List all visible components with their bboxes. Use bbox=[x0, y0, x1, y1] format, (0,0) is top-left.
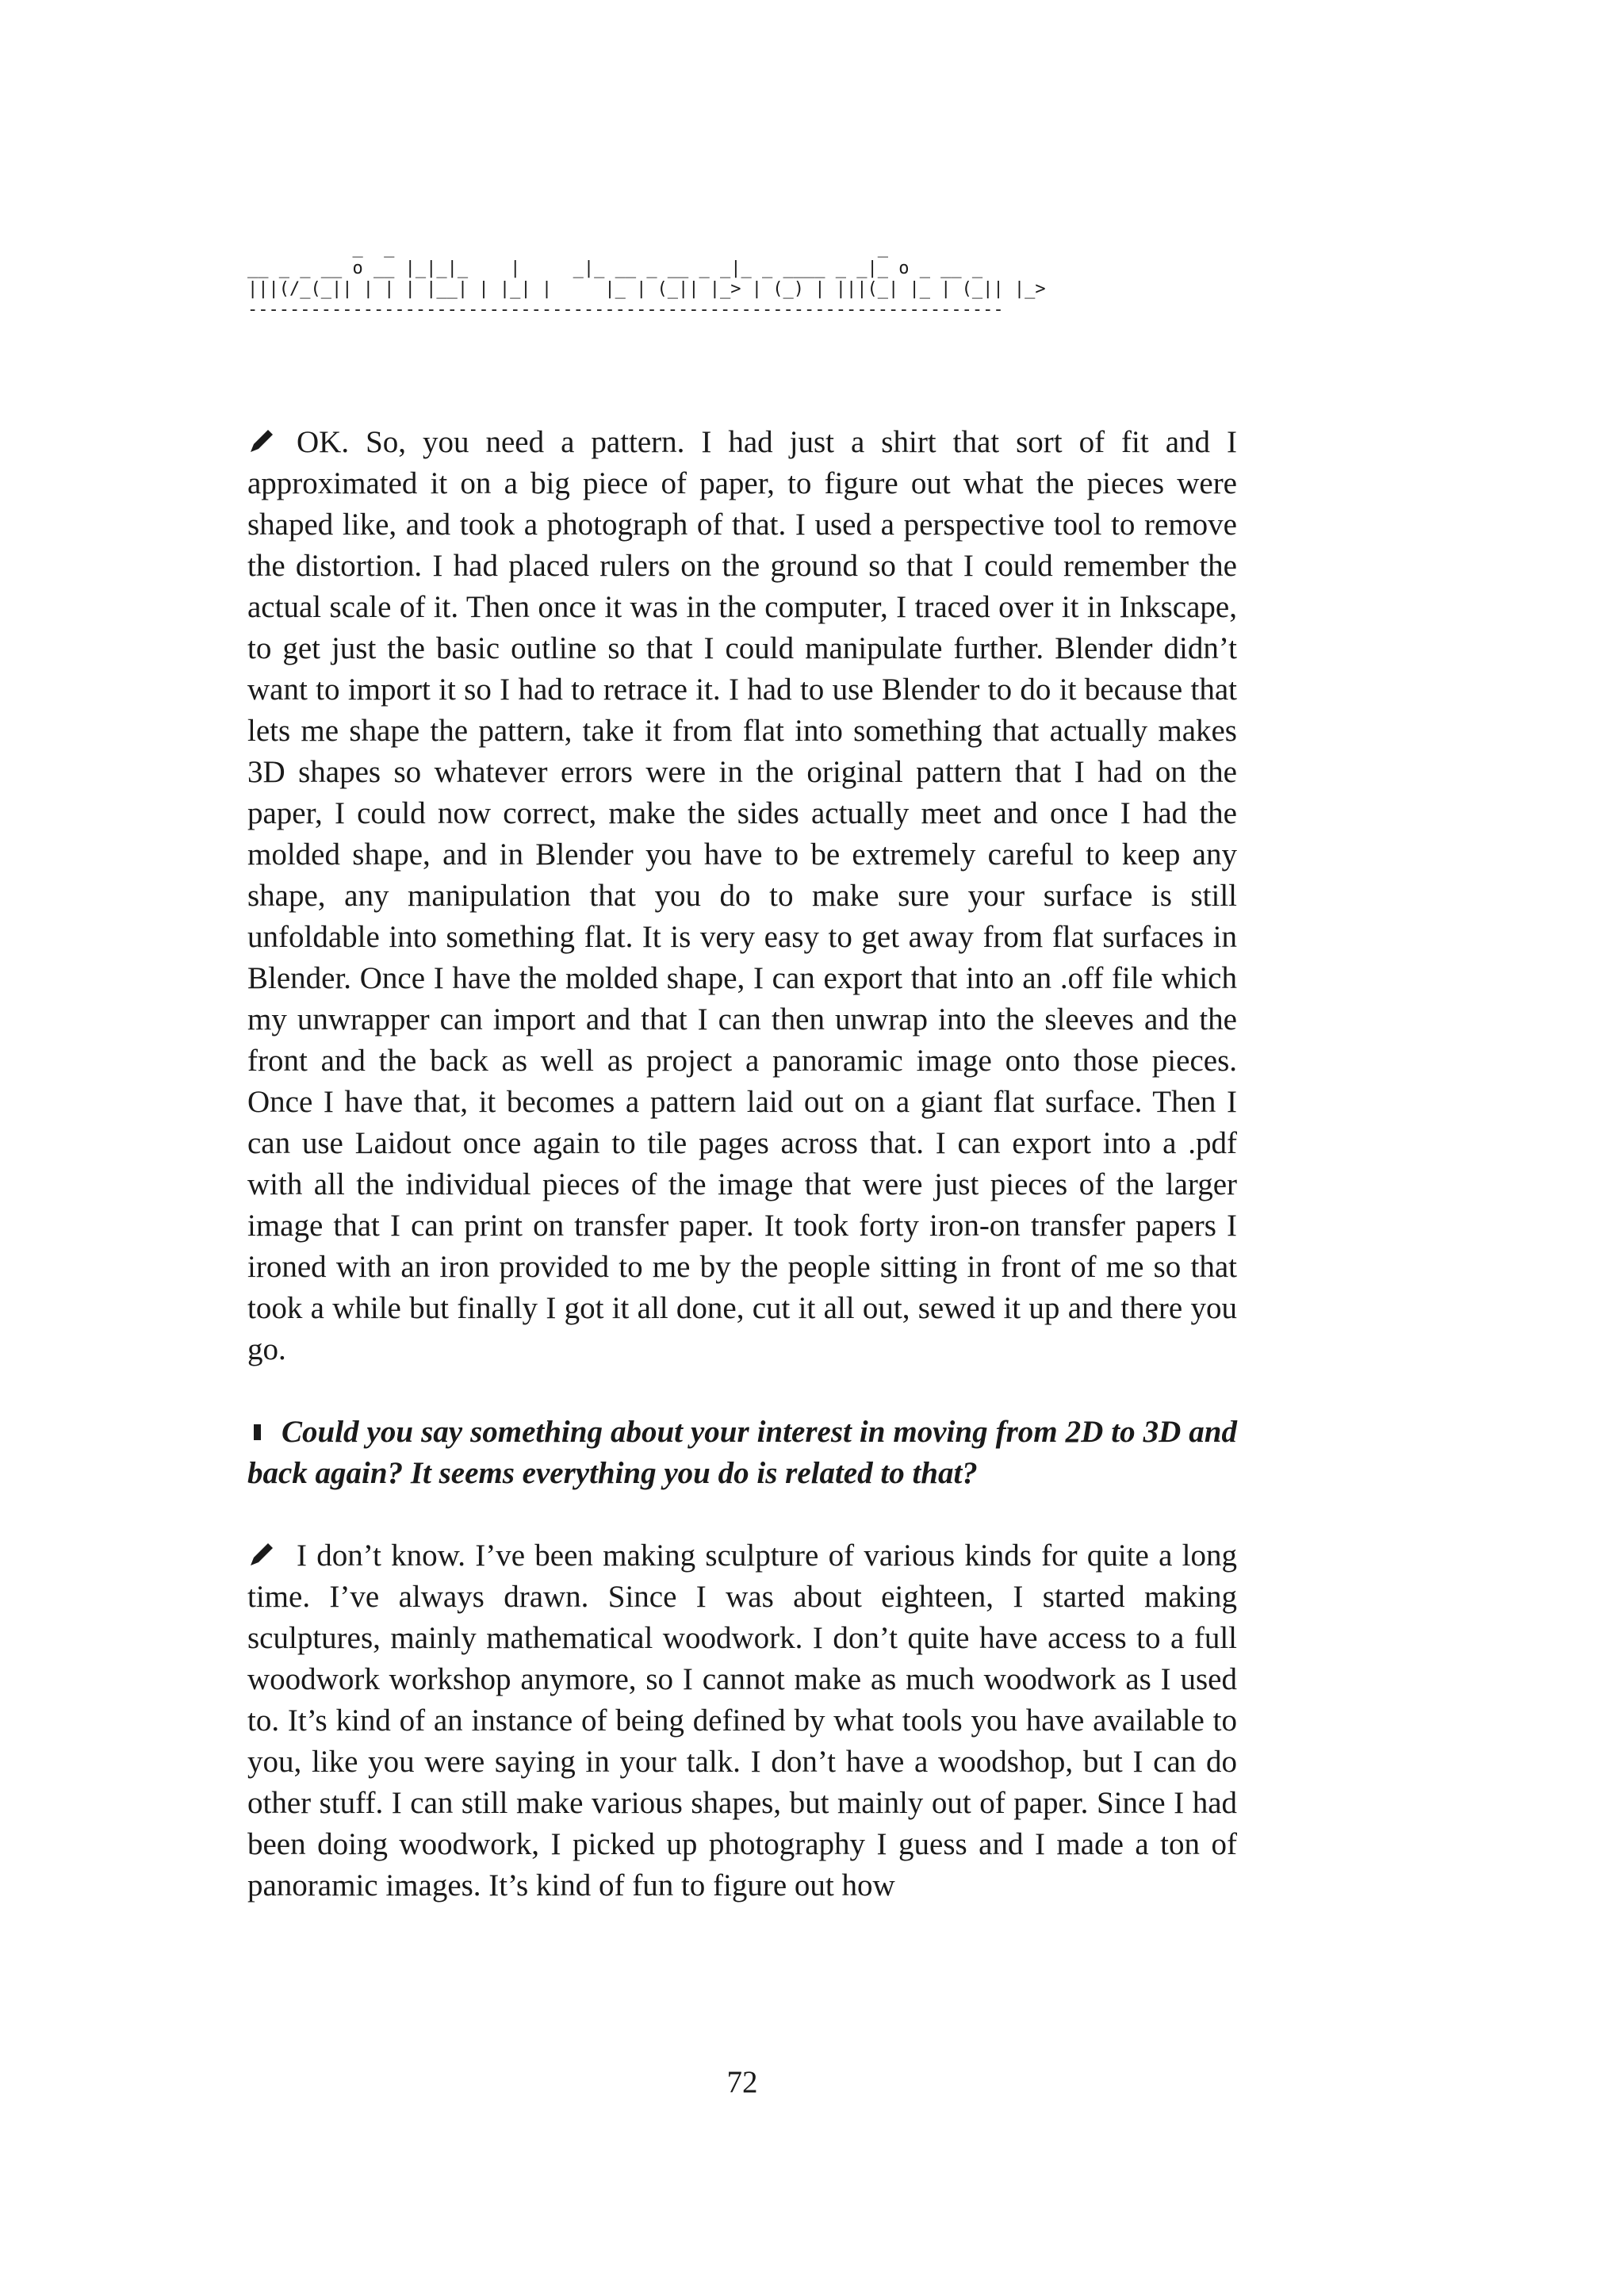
question-paragraph bbox=[247, 1412, 1237, 1494]
answer-paragraph bbox=[247, 1535, 1237, 1906]
bar-icon bbox=[247, 1412, 261, 1453]
answer-text: I don’t know. I’ve been making sculpture of various kinds for quite a long time. I’ve always drawn. Since I was about eighteen, I started making sculptures, mainly mathematical woodwork. I don’t quite have access to a full woodwork workshop anymore, so I cannot make as much woodwork as I used to. It’s kind of an instance of being defined by what tools you have available to you, like you were saying in your talk. I don’t have a woodshop, but I can do other stuff. I can still make various shapes, but mainly out of paper. Since I had been doing woodwork, I picked up photography I guess and I made a ton of panoramic images. It’s kind of fun to figure out how bbox=[247, 1539, 1237, 1903]
ascii-art-title: _ _ _ __ _ _ __ o __ |_|_|_ | _|_ __ _ __ _ _|_ _ ____ _ _|_ o _ __ _ |||(/_(_|| | | | |__| | |_| | |_ | (_|| |_> | (_) | |||(_| |_ | (_|| |_> ------------------------------------------------------------------------ bbox=[247, 238, 1046, 320]
page-number: 72 bbox=[726, 2065, 758, 2099]
document-page bbox=[247, 0, 1237, 2280]
question-text: Could you say something about your interest in moving from 2D to 3D and back again? It seems everything you do is related to that? bbox=[247, 1415, 1237, 1490]
pencil-icon bbox=[247, 1535, 276, 1577]
answer-paragraph bbox=[247, 422, 1237, 1370]
answer-text: OK. So, you need a pattern. I had just a shirt that sort of fit and I approximated it on a big piece of paper, to figure out what the pieces were shaped like, and took a photograph of that. I used a perspective tool to remove the distortion. I had placed rulers on the ground so that I could remember the actual scale of it. Then once it was in the computer, I traced over it in Inkscape, to get just the basic outline so that I could manipulate further. Blender didn’t want to import it so I had to retrace it. I had to use Blender to do it because that lets me shape the pattern, take it from flat into something that actually makes 3D shapes so whatever errors were in the original pattern that I had on the paper, I could now correct, make the sides actually meet and once I had the molded shape, and in Blender you have to be extremely careful to keep any shape, any manipulation that you do to make sure your surface is still unfoldable into something flat. It is very easy to get away from flat surfaces in Blender. Once I have the molded shape, I can export that into an .off file which my unwrapper can import and that I can then unwrap into the sleeves and the front and the back as well as project a panoramic image onto those pieces. Once I have that, it becomes a pattern laid out on a giant flat surface. Then I can use Laidout once again to tile pages across that. I can export into a .pdf with all the individual pieces of the image that were just pieces of the larger image that I can print on transfer paper. It took forty iron-on transfer papers I ironed with an iron provided to me by the people sitting in front of me so that took a while but finally I got it all done, cut it all out, sewed it up and there you go. bbox=[247, 425, 1237, 1366]
interview-body bbox=[247, 422, 1237, 1906]
pencil-icon bbox=[247, 422, 276, 463]
